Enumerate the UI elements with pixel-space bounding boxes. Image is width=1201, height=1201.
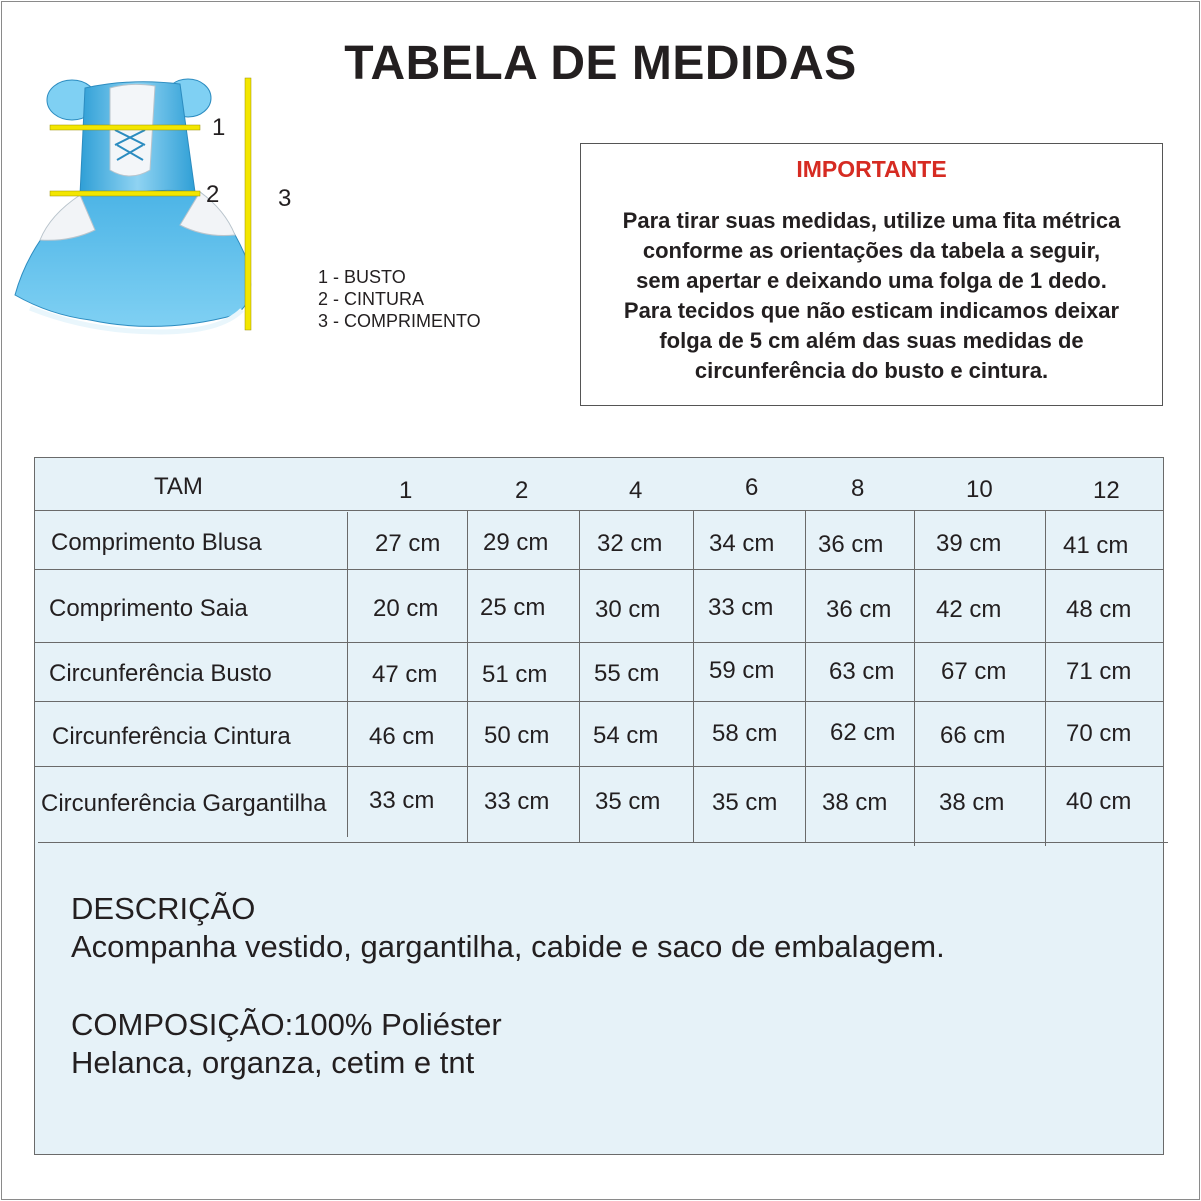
table-column-rule	[914, 510, 915, 846]
table-cell: 27 cm	[375, 530, 441, 557]
table-cell: 36 cm	[826, 596, 892, 623]
table-cell: 34 cm	[709, 530, 775, 557]
dress-illustration	[10, 70, 310, 345]
table-rule	[35, 510, 1163, 511]
table-header-size: 10	[966, 476, 993, 503]
table-cell: 35 cm	[712, 789, 778, 816]
table-cell: 51 cm	[482, 661, 548, 688]
table-header-size: 8	[851, 475, 865, 502]
table-cell: 33 cm	[708, 594, 774, 621]
table-column-rule	[693, 510, 694, 843]
length-tape	[245, 78, 251, 330]
table-cell: 29 cm	[483, 529, 549, 556]
measurement-legend	[318, 266, 481, 332]
table-cell: 48 cm	[1066, 596, 1132, 623]
table-rule	[35, 766, 1163, 767]
description-heading: DESCRIÇÃO	[71, 891, 256, 926]
table-cell: 36 cm	[818, 531, 884, 558]
important-line: sem apertar e deixando uma folga de 1 dedo.	[636, 268, 1107, 293]
table-header-size: 6	[745, 474, 759, 501]
table-header-tam: TAM	[154, 473, 203, 500]
table-column-rule	[347, 512, 348, 837]
table-rule	[35, 701, 1163, 702]
table-header-size: 2	[515, 477, 529, 504]
marker-2: 2	[206, 181, 220, 208]
table-cell: 63 cm	[829, 658, 895, 685]
important-line: Para tirar suas medidas, utilize uma fita métrica	[622, 208, 1121, 233]
table-cell: 46 cm	[369, 723, 435, 750]
table-cell: 55 cm	[594, 660, 660, 687]
table-header-size: 12	[1093, 477, 1120, 504]
table-cell: 20 cm	[373, 595, 439, 622]
table-column-rule	[1045, 510, 1046, 846]
important-notice	[580, 143, 1163, 406]
marker-3: 3	[278, 185, 292, 212]
table-cell: 32 cm	[597, 530, 663, 557]
row-label: Circunferência Busto	[49, 660, 272, 687]
table-cell: 38 cm	[822, 789, 888, 816]
table-cell: 66 cm	[940, 722, 1006, 749]
table-column-rule	[805, 510, 806, 843]
table-header-size: 4	[629, 477, 643, 504]
important-text	[581, 206, 1162, 386]
table-rule	[35, 642, 1163, 643]
legend-item: 3 - COMPRIMENTO	[318, 311, 481, 331]
page-title: TABELA DE MEDIDAS	[344, 37, 857, 90]
table-cell: 70 cm	[1066, 720, 1132, 747]
important-line: folga de 5 cm além das suas medidas de	[659, 328, 1084, 353]
table-cell: 41 cm	[1063, 532, 1129, 559]
row-label: Comprimento Blusa	[51, 529, 262, 556]
legend-item: 1 - BUSTO	[318, 267, 406, 287]
table-cell: 54 cm	[593, 722, 659, 749]
row-label: Circunferência Cintura	[52, 723, 291, 750]
table-rule	[38, 842, 1168, 843]
materials-text: Helanca, organza, cetim e tnt	[71, 1045, 475, 1080]
table-cell: 25 cm	[480, 594, 546, 621]
bust-tape	[50, 125, 200, 130]
table-cell: 33 cm	[369, 787, 435, 814]
important-line: circunferência do busto e cintura.	[694, 358, 1049, 383]
important-line: conforme as orientações da tabela a seguir,	[642, 238, 1101, 263]
table-cell: 38 cm	[939, 789, 1005, 816]
table-cell: 42 cm	[936, 596, 1002, 623]
composition-label: COMPOSIÇÃO:100% Poliéster	[71, 1007, 502, 1042]
table-cell: 35 cm	[595, 788, 661, 815]
important-title: IMPORTANTE	[796, 156, 947, 182]
table-cell: 33 cm	[484, 788, 550, 815]
table-rule	[35, 569, 1163, 570]
table-column-rule	[579, 510, 580, 843]
table-cell: 40 cm	[1066, 788, 1132, 815]
table-cell: 39 cm	[936, 530, 1002, 557]
row-label: Comprimento Saia	[49, 595, 248, 622]
legend-item: 2 - CINTURA	[318, 289, 425, 309]
marker-1: 1	[212, 114, 226, 141]
table-header-size: 1	[399, 477, 413, 504]
important-line: Para tecidos que não esticam indicamos deixar	[623, 298, 1120, 323]
waist-tape	[50, 191, 200, 196]
table-cell: 50 cm	[484, 722, 550, 749]
table-cell: 58 cm	[712, 720, 778, 747]
table-cell: 71 cm	[1066, 658, 1132, 685]
description-text: Acompanha vestido, gargantilha, cabide e saco de embalagem.	[71, 929, 945, 964]
table-cell: 30 cm	[595, 596, 661, 623]
table-column-rule	[467, 510, 468, 843]
table-cell: 67 cm	[941, 658, 1007, 685]
table-cell: 62 cm	[830, 719, 896, 746]
table-cell: 59 cm	[709, 657, 775, 684]
table-cell: 47 cm	[372, 661, 438, 688]
row-label: Circunferência Gargantilha	[41, 790, 327, 817]
